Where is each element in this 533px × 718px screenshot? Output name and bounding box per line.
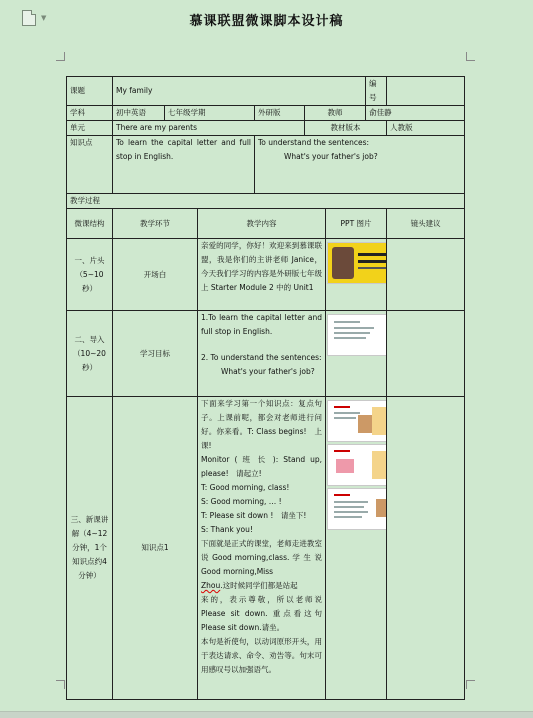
content-line: Monitor ( 班 长 ): Stand up, please! 请起立!	[201, 455, 322, 478]
crop-mark	[56, 52, 65, 61]
section-step: 知识点1	[113, 397, 198, 700]
content-line: 来的，表示尊敬，所以老师说 Please sit down. 重点看这句 Please sit down.请坐。	[201, 595, 322, 632]
slide-text	[334, 332, 370, 334]
row-knowledge-points	[67, 136, 465, 194]
header-content: 教学内容	[198, 209, 326, 239]
content-line: S: Good morning, … !	[201, 497, 282, 506]
slide-text	[358, 260, 386, 263]
slide-picture	[358, 415, 372, 433]
ppt-thumbnail[interactable]	[327, 400, 387, 442]
slide-text	[334, 417, 356, 419]
content-line	[201, 579, 322, 593]
row-process-label	[67, 194, 465, 209]
header-step: 教学环节	[113, 209, 198, 239]
textbook-value[interactable]: 人教版	[387, 121, 465, 136]
textbook-label: 教材版本	[305, 121, 387, 136]
content-line: 2. To understand the sentences:	[201, 353, 322, 362]
content-line: 下面就是正式的课堂，老师走进教室说 Good morning,class. 学 生 说 Good morning,Miss	[201, 539, 322, 576]
ppt-cell	[326, 397, 387, 700]
slide-text	[334, 516, 362, 518]
content-line: T: Good morning, class!	[201, 483, 290, 492]
section-step: 开场白	[113, 239, 198, 311]
section-structure: 一、片头（5~10秒）	[67, 239, 113, 311]
ppt-cell	[326, 239, 387, 311]
slide-text	[334, 511, 368, 513]
content-line: What's your father's job?	[221, 367, 315, 376]
slide-text	[334, 412, 360, 414]
row-headers	[67, 209, 465, 239]
section-intro	[67, 239, 465, 311]
ppt-thumbnail[interactable]	[327, 444, 387, 486]
slide-text	[358, 267, 387, 269]
script-table	[66, 76, 465, 700]
ppt-thumbnail[interactable]	[327, 314, 387, 356]
crop-mark	[466, 680, 475, 689]
content-line: 下面来学习第一个知识点：复点句子。上课前呢，都会对老师进行问好。你来看。T: Class begins! 上课!	[201, 399, 322, 450]
process-label: 教学过程	[67, 194, 465, 209]
slide-picture	[336, 459, 354, 473]
teacher-label: 教师	[305, 106, 366, 121]
content-line: S: Thank you!	[201, 525, 253, 534]
row-topic	[67, 77, 465, 106]
slide-text	[334, 501, 368, 503]
topic-label: 课题	[67, 77, 113, 106]
shot-cell[interactable]	[387, 239, 465, 311]
page-title: 慕课联盟微课脚本设计稿	[189, 14, 344, 29]
knowledge-label: 知识点	[67, 136, 113, 194]
knowledge-point-2-line1: To understand the sentences:	[258, 138, 370, 147]
chevron-down-icon[interactable]: ▼	[41, 14, 47, 22]
crop-mark	[56, 680, 65, 689]
section-content[interactable]: 亲爱的同学，你好！欢迎来到慕课联盟，我是你们的主讲老师 Janice，今天我们学习的内容是外研版七年级上 Starter Module 2 中的 Unit1	[198, 239, 326, 311]
crop-mark	[466, 52, 475, 61]
slide-text	[334, 450, 350, 452]
content-line: 1.To learn the capital letter and full stop in English.	[201, 313, 322, 336]
section-structure: 二、导入（10~20秒）	[67, 311, 113, 397]
slide-text	[334, 406, 350, 408]
header-shot: 镜头建议	[387, 209, 465, 239]
slide-picture	[372, 451, 387, 479]
section-lead-in	[67, 311, 465, 397]
knowledge-point-2-line2: What's your father's job?	[284, 152, 378, 161]
section-new-lesson	[67, 397, 465, 700]
content-line: T: Please sit down ! 请坐下!	[201, 511, 307, 520]
number-label: 编号	[366, 77, 387, 106]
header-structure: 微课结构	[67, 209, 113, 239]
unit-label: 单元	[67, 121, 113, 136]
knowledge-point-1[interactable]: To learn the capital letter and full stop in English.	[113, 136, 255, 194]
unit-value[interactable]: There are my parents	[113, 121, 305, 136]
section-content[interactable]	[198, 311, 326, 397]
slide-text	[334, 506, 364, 508]
slide-photo	[332, 247, 354, 279]
grade-value[interactable]: 七年级学期	[165, 106, 255, 121]
subject-label: 学科	[67, 106, 113, 121]
row-subject	[67, 106, 465, 121]
header-ppt: PPT 图片	[326, 209, 387, 239]
slide-picture	[376, 499, 387, 517]
shot-cell[interactable]	[387, 311, 465, 397]
misspelled-word: Zhou	[201, 581, 221, 590]
ppt-thumbnail[interactable]	[327, 242, 387, 284]
topic-value[interactable]: My family	[113, 77, 366, 106]
slide-text	[334, 337, 366, 339]
teacher-value[interactable]: 俞佳静	[366, 106, 465, 121]
subject-value[interactable]: 初中英语	[113, 106, 165, 121]
section-step: 学习目标	[113, 311, 198, 397]
section-structure: 三、新课讲解（4~12分钟，1个知识点约4分钟）	[67, 397, 113, 700]
ppt-thumbnail[interactable]	[327, 488, 387, 530]
slide-picture	[372, 407, 387, 435]
edition-value[interactable]: 外研版	[255, 106, 305, 121]
ppt-cell	[326, 311, 387, 397]
content-text: .这时候同学们都是站起	[220, 581, 298, 590]
content-line: 本句是祈使句，以动词原形开头，用于表达请求、命令、劝告等。句末可用感叹号以加强语气。	[201, 637, 322, 674]
slide-text	[334, 321, 360, 323]
slide-text	[334, 494, 350, 496]
slide-text	[358, 253, 387, 256]
number-value[interactable]	[387, 77, 465, 106]
knowledge-point-2[interactable]	[255, 136, 465, 194]
slide-text	[334, 327, 374, 329]
section-content[interactable]	[198, 397, 326, 700]
row-unit	[67, 121, 465, 136]
shot-cell[interactable]	[387, 397, 465, 700]
